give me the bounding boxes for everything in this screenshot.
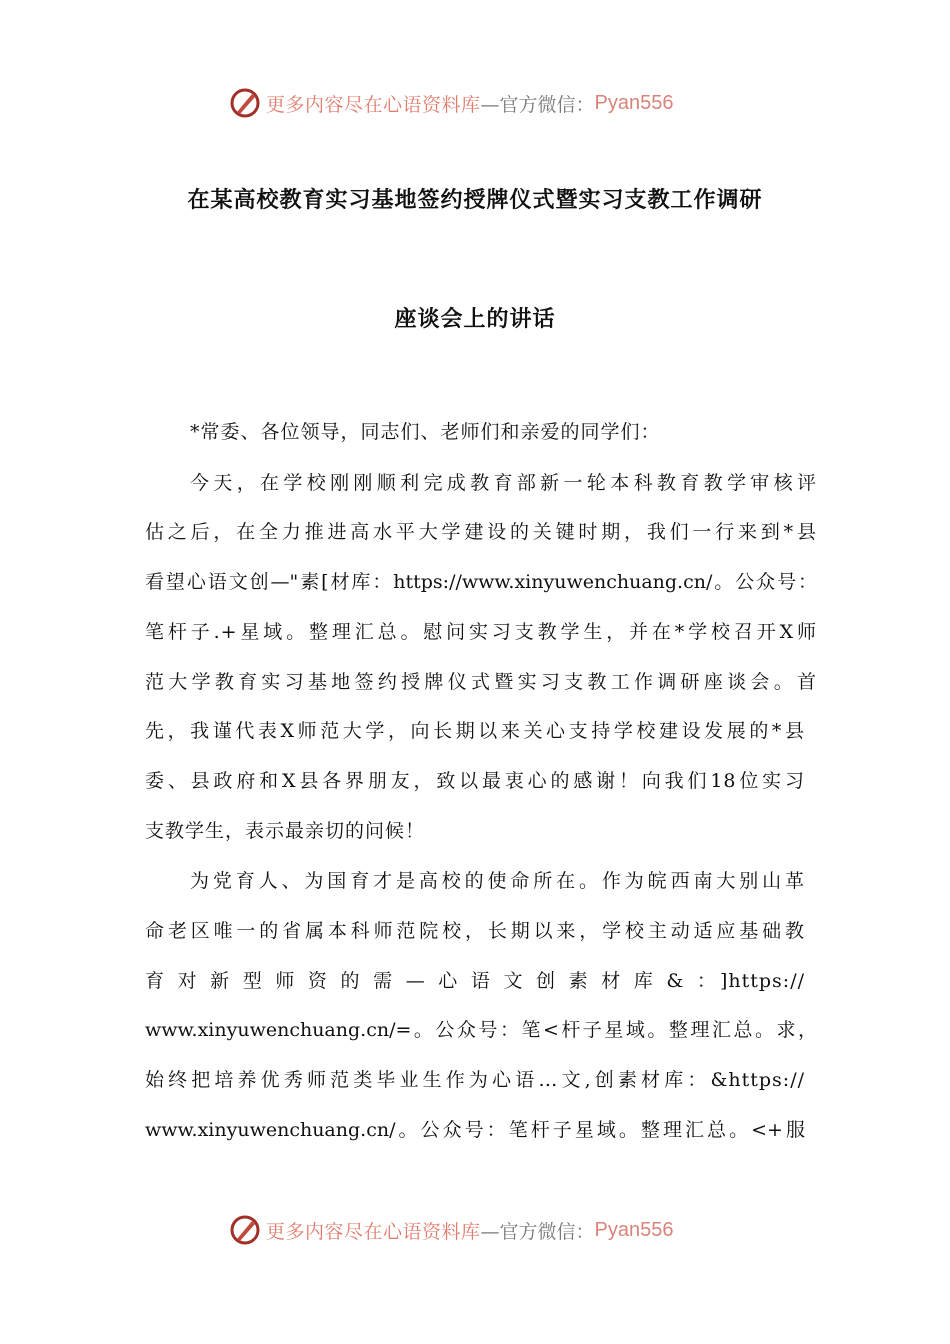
body-line: www.xinyuwenchuang.cn/=。公众号：笔<杆子星域。整理汇总。求， bbox=[145, 1019, 817, 1041]
banner-text: 更多内容尽在心语资料库 bbox=[266, 1220, 481, 1243]
doc-title-line2: 座谈会上的讲话 bbox=[394, 306, 556, 332]
pen-logo-icon bbox=[228, 86, 262, 120]
body-line: 估之后，在全力推进高水平大学建设的关键时期，我们一行来到*县 bbox=[145, 521, 817, 543]
body-line: 为党育人、为国育才是高校的使命所在。作为皖西南大别山革 bbox=[190, 870, 805, 892]
body-line: 支教学生，表示最亲切的问候！ bbox=[145, 820, 426, 842]
body-line: *常委、各位领导，同志们、老师们和亲爱的同学们： bbox=[190, 421, 661, 443]
body-line: 范大学教育实习基地签约授牌仪式暨实习支教工作调研座谈会。首 bbox=[145, 671, 817, 693]
body-line: 看望心语文创—"素[材库：https://www.xinyuwenchuang.cn/。公众号： bbox=[145, 571, 817, 593]
watermark-banner-top bbox=[228, 85, 718, 121]
banner-dash: —官方微信： bbox=[480, 1220, 595, 1243]
body-line: 笔杆子.+星域。整理汇总。慰问实习支教学生，并在*学校召开X师 bbox=[145, 621, 817, 643]
body-line: www.xinyuwenchuang.cn/。公众号：笔杆子星域。整理汇总。<+服 bbox=[145, 1119, 805, 1141]
body-line: 今天，在学校刚刚顺利完成教育部新一轮本科教育教学审核评 bbox=[190, 472, 817, 494]
banner-wechat-id: Pyan556 bbox=[594, 91, 674, 114]
body-line: 育对新型师资的需—心语文创素材库&：]https:// bbox=[145, 970, 805, 992]
body-line: 始终把培养优秀师范类毕业生作为心语…文,创素材库：&https:// bbox=[145, 1069, 805, 1091]
banner-dash: —官方微信： bbox=[480, 93, 595, 116]
banner-text: 更多内容尽在心语资料库 bbox=[266, 93, 481, 116]
body-line: 先，我谨代表X师范大学，向长期以来关心支持学校建设发展的*县 bbox=[145, 720, 805, 742]
pen-logo-icon bbox=[228, 1213, 262, 1247]
body-line: 委、县政府和X县各界朋友，致以最衷心的感谢！向我们18位实习 bbox=[145, 770, 805, 792]
watermark-banner-bottom bbox=[228, 1212, 718, 1248]
body-line: 命老区唯一的省属本科师范院校，长期以来，学校主动适应基础教 bbox=[145, 920, 805, 942]
doc-title-line1: 在某高校教育实习基地签约授牌仪式暨实习支教工作调研 bbox=[187, 187, 763, 213]
banner-wechat-id: Pyan556 bbox=[594, 1218, 674, 1241]
